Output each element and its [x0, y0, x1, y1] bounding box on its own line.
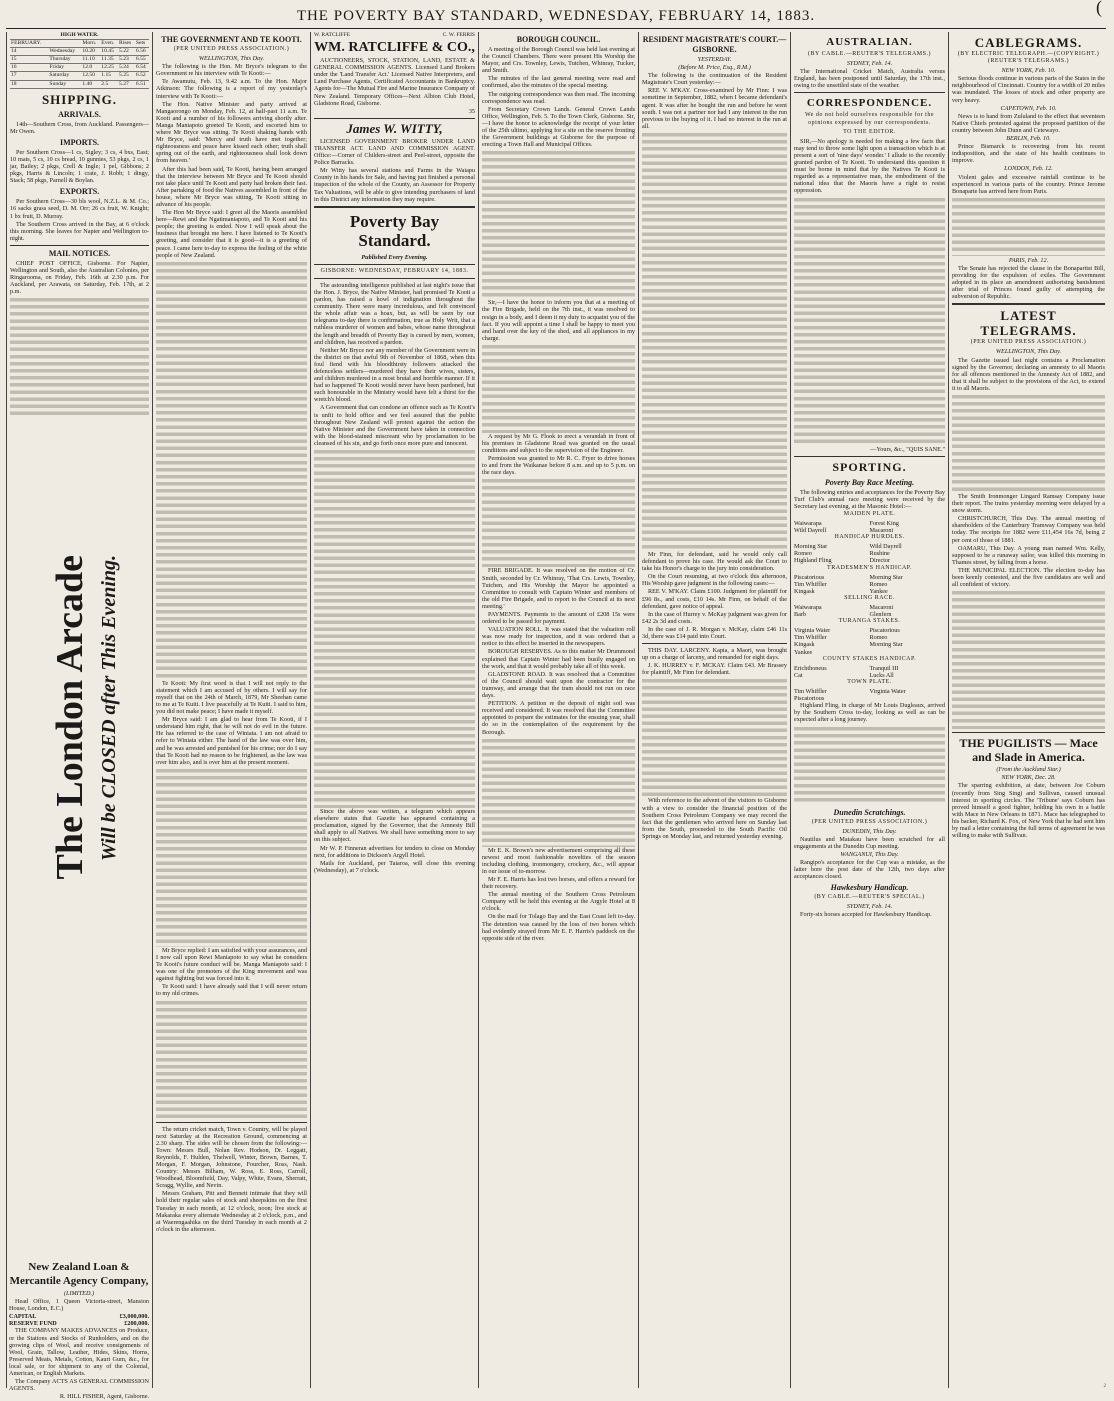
text-lines [794, 725, 945, 805]
capital-line: CAPITAL £3,000,000. [9, 1313, 149, 1321]
pugilists-text: The sparring exhibition, at date, between Joe Coburn (recently from Sing Sing) and Sullivan, caused unusual interest in sporting circles. The 'Tribune' says Coburn has proved himself a good fighter, holding his own in a battle with Mace in New Orleans in 1871. Mace has telegraphed to his backer, Richard K. Fox, of New York that he had sent him by mail a letter containing the full terms of agreement he was willing to make with Sullivan. [952, 782, 1105, 840]
court-magistrate: (Before M. Price, Esq., R.M.) [678, 64, 751, 72]
ratcliffe-ad-text: AUCTIONEERS, STOCK, STATION, LAND, ESTATE & GENERAL COMMISSION AGENTS. Licensed Land Brokers under the 'Land Transfer Act.' Licensed Native Interpreters, and Land Purchase Agents, Certificated Accountants in Bankruptcy. Agents for—The Mutual Fire and Marine Insurance Company of New Zealand. Temporary Offices—Next Albion Club Hotel, Gladstone Road, Gisborne. [314, 57, 475, 107]
tide-row: 18 Sunday 1.40 2.5 5.27 6.51 [10, 80, 149, 88]
editorial-paragraph: Since the above was written, a telegram which appears elsewhere states that Gazette has appeared containing a proclamation, signed by the Governor, that the Amnesty Bill shall apply to all Natives. We shall have something more to say on this subject. [314, 808, 475, 844]
nzl-acts: The Company ACTS AS GENERAL COMMISSION AGENTS. [9, 1378, 149, 1393]
court-day: YESTERDAY. [697, 56, 732, 63]
australian-dateline: SYDNEY, Feb. 14. [846, 60, 893, 68]
paragraph: Messrs Graham, Pitt and Bennett intimate that they will hold their regular sales of stock and sheepskins on the first Tuesday in each month, at 12 o'clock, noon; live stock at Makaraka every alternate Wednesday at 2 o'clock, p.m., and at Waerengaahika on the third Tuesday in each month at 2 o'clock in the afternoon. [156, 1190, 307, 1233]
imports-heading: IMPORTS. [59, 137, 100, 147]
tide-col: Even. [100, 40, 118, 48]
paragraph: FIRE BRIGADE. It was resolved on the motion of Cr. Smith, seconded by Cr. Whinray, 'That Crs. Lewis, Townley, Tutchen, and His Worship the Mayor be appointed a Committee to consult with Captain Winter and members of the old Fire Brigade, and to report to the Council at its next meeting.' [482, 567, 635, 610]
text-lines [482, 149, 635, 299]
arrivals-text: 14th—Southern Cross, from Auckland. Passengers—Mr Owen. [10, 120, 149, 135]
paper-subtitle: Published Every Evening. [361, 253, 428, 261]
article-heading: BOROUGH COUNCIL. [516, 35, 601, 44]
exports-text: Per Southern Cross—30 bls wool, N.Z.L. & M. Co.; 16 sacks grass seed, D. M. Orr; 26 cs fruit, W. Knight; 1 bx fruit, D. Murray. [10, 198, 149, 220]
correspondence-signature: —Yours, &c., "QUIS SANE." [870, 445, 945, 453]
paragraph: Te Kooti: My first word is that I will not reply to the statement which I am accused of by others. I will say for myself that on the 24th of March, 1879, Mr Sheehan came to me at Te Kuiti. I live peacefully at Te Kuiti. I said to him, you did not make peace; I have made it myself. [156, 679, 307, 716]
race-name: SELLING RACE. [844, 594, 895, 601]
cable-text: The Senate has rejected the clause in the Bonapartist Bill, providing for the expulsion of exiles. The Government adopted in its place an amendment authorising banishment after trial of Princes found guilty of attempting the subversion of Republic. [952, 264, 1105, 301]
cable-text: News is to hand from Zululand to the effect that seventeen Native Chiefs protested against the proposed partition of the country between John Dunn and Cetewayo. [952, 112, 1105, 134]
australian-heading: AUSTRALIAN. [826, 36, 913, 48]
text-lines [952, 589, 1105, 729]
text-lines [794, 196, 945, 446]
race-entries: Erichthoneus Tranquil III Cat Lucks All [794, 664, 899, 679]
dunedin-heading: Dunedin Scratchings. [833, 807, 906, 817]
article-heading: RESIDENT MAGISTRATE'S COURT.—GISBORNE. [642, 35, 787, 54]
witty-ad-title: James W. WITTY, [346, 120, 443, 136]
dateline: WELLINGTON, This Day. [198, 55, 265, 63]
race-entries: Morning Star Wild Dayrell Romeo Rushine Highland Fling Director [794, 543, 902, 565]
paragraph: Te Kooti said: I have already said that I will never return to my old crimes. [156, 983, 307, 998]
tide-row: 17 Saturday 12.50 1.15 5.25 6.52 [10, 72, 149, 80]
witty-ad-para: Mr Witty has several stations and Farms in the Waiapu County in his hands for Sale, and having just finished a personal inspection of the whole of the County, an Assessor for Property Tax Valuations, will be able to give intending purchasers of land in this District any information they may require. [314, 167, 475, 203]
paragraph: Sir,—I have the honor to inform you that at a meeting of the Fire Brigade, held on the 7th inst., it was resolved to resign in a body, and I deem it my duty to acquaint you of the fact. If you will appoint a time I shall be happy to meet you and hand over the key of the shed, and all appliances in my charge. [482, 299, 635, 342]
race-name: TOWN PLATE. [847, 678, 892, 685]
column-7 [948, 32, 1108, 1388]
text-lines [482, 343, 635, 433]
paragraph: The return cricket match, Town v. Country, will be played next Saturday at the Recreation Ground, commencing at 2.30 sharp. The sides will be chosen from the following:—Town: Messrs Bull, Nolan Rev. Hodson, Dr. Leggatt, Reynolds, F. Hulden, Thelwell, Winter, Brown, Barnes, T. Morgan, F. Morgan, Johnstone, Fourcher, Ross, Nash. Country: Messrs Bilham, W. Ross, E. Ross, Carroll, Woodhead, Bloomfield, Day, Valpy, White, Evans, Sherratt, Scragg, Wyllie, and Nevin. [156, 1125, 307, 1190]
witty-ad-text: LICENSED GOVERNMENT BROKER UNDER LAND TRANSFER ACT. LAND AND COMMISSION AGENT. Office:—Corner of Childers-street and Peel-street, opposite the Police Barracks. [314, 137, 475, 167]
text-lines [314, 448, 475, 808]
paragraph: On the mail for Tolago Bay and the East Coast left to-day. The detention was caused by the loss of two horses which had evidently strayed from Mr E. F. Harris's paddock on the opposite side of the river. [482, 913, 635, 942]
text-lines [156, 767, 307, 947]
paragraph: After this had been said, Te Kooti, having been arranged that the interview between Mr Bryce and Te Kooti should not take place until Te Kooti and party had broken their fast. After partaking of food the Natives assembled in front of the house, where Mr Bryce was sitting, Te Kooti sitting in advance of his people. [156, 165, 307, 208]
cable-text: Violent gales and excessive rainfall continue to be experienced in various parts of the country. Prince Jerome Bonaparte has arrived here from Paris. [952, 173, 1105, 195]
editorial-paragraph: The astounding intelligence published at last night's issue that the Hon. J. Bryce, the Native Minister, had promised Te Kooti a pardon, has raised a howl of indignation throughout the community. There were many incredulous, and felt convinced the whole affair was a hoax, but, as will be seen by our telegrams to-day there is confirmation, true as Holy Writ, that a ruthless murderer of women and babes, whose name throughout the length and breadth of Poverty Bay is cursed by men, women, and children, has received a pardon. [314, 281, 475, 346]
tide-row: 16 Friday 12.0 12.25 5.24 6.54 [10, 64, 149, 72]
article-heading: THE GOVERNMENT AND TE KOOTI. [161, 35, 302, 44]
correspondence-to: TO THE EDITOR. [843, 128, 896, 135]
paragraph: Mr F. E. Harris has lost two horses, and offers a reward for their recovery. [482, 875, 635, 891]
australian-text: The International Cricket Match, Australia versus England, has been postponed until Saturday, the 17th inst., owing to the unsettled state of the weather. [794, 68, 945, 90]
paragraph: The outgoing correspondence was then read. The incoming correspondence was read. [482, 90, 635, 105]
page-number: 2 [1103, 1383, 1106, 1389]
text-lines [952, 393, 1105, 493]
editorial-paragraph: Neither Mr Bryce nor any member of the Government were in the district on that awful 9th of November of 1868, when this foul fiend with his bloodthirsty followers attacked the defenceless settlers—murdered they have their wives, sisters, and children murdered in a most brutal and horrible manner. If it had so happened Te Kooti would never have been pardoned, but such honourable in the Ministry would have felt a thirst for the wretch's blood. [314, 346, 475, 404]
race-name: TRADESMEN'S HANDICAP. [827, 564, 912, 571]
race-entries: Waiwarapa Macaroni Barb Glenfern [794, 604, 894, 619]
latest-source: (PER UNITED PRESS ASSOCIATION.) [970, 339, 1087, 346]
latest-text: The Gazette issued last night contains a Proclamation signed by the Governor, declaring an amnesty to all Maoris for all offences mentioned in the Amnesty Act of 1882, and that it shall be subject to the provisions of the Act, to extend it to all Maoris. [952, 356, 1105, 392]
tide-col: Sets [135, 40, 149, 48]
column-2 [152, 32, 310, 1388]
column-6 [790, 32, 948, 1388]
race-name: TURANGA STAKES. [838, 618, 901, 625]
edge-mark: ( [1096, 0, 1102, 17]
latest-telegrams-heading: LATEST TELEGRAMS. [980, 308, 1077, 339]
paragraph: In the case of Hurrey v. McKay judgment was given for £42 2s 3d and costs. [642, 610, 787, 625]
tide-row: 15 Thursday 11.10 11.35 5.23 6.55 [10, 56, 149, 64]
race-entries: Piscatorious Morning Star Tim Whiffler Romeo Kingask Yankee [794, 573, 903, 595]
paragraph: The annual meeting of the Southern Cross Petroleum Company will be held this evening at the Argyle Hotel at 8 o'clock. [482, 891, 635, 913]
london-arcade-ad [8, 555, 128, 1295]
paragraph: The Hon. Native Minister and party arrived at Mangaorongo on Monday, Feb. 12, at half-past 11 a.m. Te Kooti and a number of his followers arriving shortly after. Manga Maniapoto greeted Te Kooti, and escorted him to where Mr Bryce was sitting. Te Kooti shaking hands with Mr Bryce, said: 'Mercy and truth have met together; righteousness and peace have kissed each other; truth shall spring out of the earth, and righteousness shall look down from heaven.' [156, 100, 307, 165]
pugilists-source: (From the Auckland Star.) [996, 766, 1061, 774]
paragraph: In the case of J. R. Morgan v. McKay, claim £46 11s 3d, there was £14 paid into Court. [642, 625, 787, 640]
column-4 [478, 32, 638, 1388]
cablegrams-source: (BY ELECTRIC TELEGRAPH.—(COPYRIGHT.) (REUTER'S TELEGRAMS.) [957, 51, 1100, 65]
wanganui-text: Rangipo's acceptance for the Cup was a mistake, as the latter bore the post date of the 12th, two days after acceptances closed. [794, 858, 945, 881]
paragraph: PAYMENTS. Payments to the amount of £208 15s were ordered to be passed for payment. [482, 611, 635, 626]
paragraph: From Secretary Crown Lands. General Crown Lands Office, Wellington, Feb. 5. To the Town Clerk, Gisborne. Sir,—I have the honor to acknowledge the receipt of your letter of the 25th ultimo, applying for a site on the reserve fronting the Government buildings at Gisborne for the purpose of erecting a Town Hall and Municipal Offices. [482, 105, 635, 149]
nzl-title: New Zealand Loan & Mercantile Agency Company, [9, 1261, 149, 1287]
paragraph: REE V. M'KAY. Cross-examined by Mr Finn: I was sometime in September, 1882, when I became defendant's agent. It was after he bought the run and before he went south. I was not a partner nor had I any interest in the run previous to the buying of it. I had no interest in the run at all. [642, 87, 787, 130]
paragraph: REE V. M'KAY. Claim £100. Judgment for plaintiff for £96 8s., and costs, £10 14s. Mr Finn, on behalf of the defendant, gave notice of appeal. [642, 588, 787, 610]
correspondence-note: We do not hold ourselves responsible for the opinions expressed by our correspondents. [805, 112, 934, 126]
race-meeting-heading: Poverty Bay Race Meeting. [824, 477, 915, 487]
correspondence-text: SIR,—No apology is needed for making a few facts that may tend to throw some light upon a transaction which is at present a sort of 'nine days' wonder.' I allude to the recently granted pardon of Te Kooti. To understand this question it must be borne in mind that by the Natives Te Kooti is regarded as a representative man, the embodiment of the national idea that the Maoris have a right to resist oppression. [794, 137, 945, 195]
race-entries: Virginia Water Piscatorious Tim Whiffler Romeo Kingask Morning Star Yankee [794, 627, 903, 656]
nzl-sub: (LIMITED.) [63, 1290, 95, 1297]
race-entries: Tim Whiffler Virginia Water Piscatorious [794, 688, 906, 703]
paper-title: Poverty Bay Standard. [349, 211, 440, 250]
latest-text: THE MUNICIPAL ELECTION. The election to-day has been keenly contested, and the five candidates are well and all confident of victory. [952, 566, 1105, 589]
hawkesbury-dateline: SYDNEY, Feb. 14. [846, 903, 893, 911]
latest-text: OAMARU, This Day. A young man named Wm. Kelly, supposed to be a runaway sailor, was killed this morning in Thames street, by falling from a horse. [952, 544, 1105, 566]
correspondence-heading: CORRESPONDENCE. [806, 97, 933, 110]
arrivals-heading: ARRIVALS. [58, 109, 101, 119]
tide-column-headers [10, 40, 149, 48]
column-3 [310, 32, 478, 1388]
article-source: (PER UNITED PRESS ASSOCIATION.) [173, 46, 290, 52]
latest-text: The Smith Ironmonger Lingard Ramsay Company issue their report. The trains yesterday morning were delayed by a snow storm. [952, 493, 1105, 515]
ad-number: 35 [468, 107, 475, 115]
sporting-heading: SPORTING. [832, 459, 907, 474]
paragraph: On the Court resuming, at two o'clock this afternoon, His Worship gave judgment in the following cases:— [642, 573, 787, 588]
text-lines [156, 999, 307, 1119]
paragraph: The minutes of the last general meeting were read and confirmed, also the minutes of the special meeting. [482, 75, 635, 90]
london-arcade-title: The London Arcade [49, 555, 91, 880]
text-lines [642, 677, 787, 797]
tide-col: Rises [118, 40, 135, 48]
column-5 [638, 32, 790, 1388]
paragraph: Te Awamutu, Feb. 13, 9.42 a.m. To the Hon. Major Atkinson: The following is a report of my yesterday's interview with Te Kooti:— [156, 78, 307, 100]
london-arcade-closed-notice: Will be CLOSED after This Evening. [98, 555, 120, 861]
editorial-paragraph: Mails for Auckland, per Taiaroa, will close this evening (Wednesday), at 7 o'clock. [314, 859, 475, 874]
masthead [6, 0, 1106, 29]
hawkesbury-text: Forty-six horses accepted for Hawkesbury Handicap. [800, 911, 932, 919]
shipping-heading: SHIPPING. [41, 91, 118, 107]
cable-dateline: BERLIN, Feb. 10. [1006, 135, 1051, 143]
text-lines [156, 260, 307, 680]
tide-row: 14 Wednesday 10.20 10.45 5.22 6.56 [10, 48, 149, 56]
paragraph: The following is the continuation of the Resident Magistrate's Court yesterday:— [642, 72, 787, 87]
nzl-ad [9, 1258, 149, 1401]
dunedin-text: Nautilus and Matakau have been scratched for all engagements at the Dunedin Cup meeting. [794, 835, 945, 850]
race-name: COUNTY STAKES HANDICAP. [822, 655, 917, 662]
cable-dateline: LONDON, Feb. 12. [1004, 165, 1053, 173]
nzl-agent: R. HILL FISHER, Agent, Gisborne. [59, 1393, 149, 1401]
paragraph: J. K. HURREY v. F. MCKAY. Claim £43. Mr Brassey for plaintiff, Mr Finn for defendant. [642, 662, 787, 677]
paragraph: Mr Bryce replied: I am satisfied with your assurances, and I now call upon Rewi Maniapoto to say what he considers Te Kooti's future conduct will be. Manga Maniapoto said: I was one of the promoters of the King movement and was against fighting but was forced into it. [156, 946, 307, 983]
cable-dateline: NEW YORK, Feb. 10. [1001, 67, 1056, 75]
paragraph: With reference to the advent of the visitors to Gisborne with a view to consider the financial position of the Southern Cross Petroleum Company we may record the fact that the gentlemen who arrived here on Sunday last from the South, proceeded to the South Pacific Oil Springs on Monday last, and returned yesterday evening. [642, 797, 787, 840]
pugilists-heading: THE PUGILISTS — Mace and Slade in America. [959, 736, 1098, 765]
text-lines [482, 737, 635, 847]
sailing-text: The Southern Cross arrived in the Bay, at 6 o'clock this morning. She leaves for Napier and Wellington to-night. [10, 220, 149, 242]
paragraph: Permission was granted to Mr R. C. Fryer to drive horses to and from the Waikanae before 8 a.m. and up to 5 p.m. on the race days. [482, 455, 635, 477]
high-water-table [10, 32, 149, 89]
latest-text: CHRISTCHURCH, This Day. The annual meeting of shareholders of the Canterbury Tramway Company was held today. The receipts for 1882 were £11,454 16s 7d, being 2 per cent of those of 1881. [952, 515, 1105, 544]
text-lines [952, 196, 1105, 256]
paper-date: GISBORNE: WEDNESDAY, FEBRUARY 14, 1883. [320, 267, 469, 274]
tide-col: FEBRUARY. [10, 40, 48, 48]
sporting-text: Highland Fling, in charge of Mr Louis Dugleaux, arrived by the Southern Cross to-day, looking as well as can be expected after a long journey. [794, 702, 945, 724]
paragraph: Mr Finn, for defendant, said he would only call defendant to prove his case. He would ask the Court to take his Honor's charge to the jury into consideration. [642, 550, 787, 573]
ratcliffe-ad-title: WM. RATCLIFFE & CO., [314, 40, 475, 56]
tide-header: HIGH WATER. [10, 32, 149, 40]
exports-heading: EXPORTS. [59, 187, 100, 197]
mail-notices-text: CHIEF POST OFFICE, Gisborne. For Napier, Wellington and South, also the Australian Colonies, per Ringarooma, on Friday, Feb. 16th at 2.30 p.m. For Auckland, per Arawata, on Saturday, Feb. 17th, at 2 p.m. [10, 259, 149, 296]
sporting-intro: The following entries and acceptances for the Poverty Bay Turf Club's annual race meeting were received by the Secretary last evening, at the Masonic Hotel:— [794, 488, 946, 510]
race-name: HANDICAP HURDLES. [834, 534, 905, 541]
paragraph: GLADSTONE ROAD. It was resolved that a Committee of the Council should wait upon the contractor for the tramway, and arrange that the tram should not run on race days. [482, 670, 635, 700]
dunedin-source: (PER UNITED PRESS ASSOCIATION.) [811, 818, 928, 825]
dunedin-dateline: DUNEDIN, This Day. [842, 827, 897, 835]
pugilists-dateline: NEW YORK, Dec. 28. [1001, 774, 1056, 782]
nzl-text: THE COMPANY MAKES ADVANCES on Produce, or the Stations and Stocks of Runholders, and on the growing clips of Wool, and receive consignments of Wool, Grain, Tallow, Leather, Hides, Skins, Horns, Preserved Meats, Metals, Cotton, Kauri Gum, &c., for local sale, or for shipment to any of the Colonial, American, or English Markets. [9, 1327, 149, 1378]
latest-dateline: WELLINGTON, This Day. [995, 348, 1062, 356]
imports-text: Per Southern Cross—1 cs, Sigley; 3 cs, 4 bxs, East; 10 mats, 5 cs, 10 cs bread, 10 gunnies, 53 pkgs, 2 cs, 1 jar, Bailey; 2 pkgs, Crell & Ingle; 1 pel, Gibbons; 2 pkgs, Harris & Lincoln; 1 crate, J. Robb; 1 dingy, Stack; 58 pkgs, Parnell & Boylan. [10, 148, 149, 185]
paragraph: The Hon Mr Bryce said: I greet all the Maoris assembled here—Rewi and the Ngatimaniapoto, and Te Kooti and his people; the greeting is ended. Now I will speak about the business that brought me here. I have listened to Te Kooti's greeting, and consider that it is good—it is a greeting of peace. I came here to-day to express the feeling of the white people of New Zealand. [156, 209, 307, 259]
wanganui-dateline: WANGANUI, This Day. [840, 850, 899, 858]
mail-notices-heading: MAIL NOTICES. [48, 248, 111, 258]
australian-source: (BY CABLE.—REUTER'S TELEGRAMS.) [808, 51, 931, 57]
cablegrams-heading: CABLEGRAMS. [974, 35, 1083, 50]
cable-dateline: CAPETOWN, Feb. 10. [1000, 104, 1057, 112]
paragraph: PETITION. A petition re the deposit of night soil was received and considered. It was resolved that the Committee appointed to prepare the estimates for the ensuing year, shall do so in the contemplation of the requirement by the Borough. [482, 700, 635, 736]
nzl-office: Head Office, 1 Queen Victoria-street, Mansion House, London, E.C.) [9, 1298, 149, 1313]
cable-text: Serious floods continue in various parts of the States in the neighbourhood of Cincinnati. Country for a width of 20 miles was inundated. The losses of stock and other property are very heavy. [952, 75, 1105, 104]
race-entries: Waiwarapa Forest King Wild Dayrell Macaroni [794, 519, 899, 535]
paragraph: THIS DAY. LARCENY. Kapia, a Maori, was brought up on a charge of larceny, and remanded for eight days. [642, 647, 787, 662]
text-lines [482, 477, 635, 567]
paragraph: BOROUGH RESERVES. As to this matter Mr Drummond explained that Captain Winter had been busily engaged on the work, and that it would probably take all of this week. [482, 648, 635, 670]
editorial-paragraph: Mr W. P. Finneran advertises for tenders to close on Monday next, for additions to Dickson's Argyll Hotel. [314, 844, 475, 859]
hawkesbury-heading: Hawkesbury Handicap. [830, 883, 909, 893]
paragraph: The following is the Hon. Mr Bryce's telegram to the Government re his interview with Te Kooti:— [156, 63, 307, 78]
paragraph: A meeting of the Borough Council was held last evening at the Council Chambers. There were present His Worship the Mayor, and Crs. Townley, Lewis, Tutchen, Whinray, Tucker, and Smith. [482, 46, 635, 75]
cable-dateline: PARIS, Feb. 12. [1008, 256, 1049, 264]
hawkesbury-source: (BY CABLE.—REUTER'S SPECIAL.) [814, 894, 925, 901]
reserve-line: RESERVE FUND £200,000. [9, 1320, 149, 1328]
paragraph: A request by Mr G. Flook to erect a verandah in front of his premises in Gladstone Road was granted on the usual conditions and subject to the supervision of the Engineer. [482, 432, 635, 455]
editorial-paragraph: A Government that can condone an offence such as Te Kooti's is unfit to hold office and we feel assured that the public throughout New Zealand will protest against the action the Native Minister and the Government have taken in connection with the blood-stained miscreant who by proclamation to be cleansed of his sin, and go forth once more pure and innocent. [314, 404, 475, 447]
paragraph: Mr Bryce said: I am glad to hear from Te Kooti, if I understand him right, that he will not do evil in the future. He has referred to the case of Winiata. I am not afraid to refer to Winiata either. The hand of the law was over him, and he was arrested and punished for his crime; nor do I say that Te Kooti had no reason to be frightened, as the law was over him also, and is over him at the present moment. [156, 716, 307, 766]
paragraph: Mr E. K. Brown's new advertisement comprising all these newest and most fashionable novelties of the season including clothing, ironmongery, crockery, &c., will appear in our issue of to-morrow. [482, 846, 635, 875]
race-name: MAIDEN PLATE. [843, 510, 896, 517]
cable-text: Prince Bismarck is recovering from his recent indisposition, and the state of his health continues to improve. [952, 143, 1105, 165]
paragraph: VALUATION ROLL. It was stated that the valuation roll was now ready for inspection, and it was ordered that a notice to this effect be inserted in the newspapers. [482, 626, 635, 648]
masthead-title: THE POVERTY BAY STANDARD, WEDNESDAY, FEBRUARY 14, 1883. [296, 8, 816, 24]
text-lines [10, 296, 149, 416]
ad-partners: W. RATCLIFFE C. W. FERRIS [314, 32, 475, 38]
text-lines [642, 131, 787, 551]
tide-col: Morn. [81, 40, 100, 48]
